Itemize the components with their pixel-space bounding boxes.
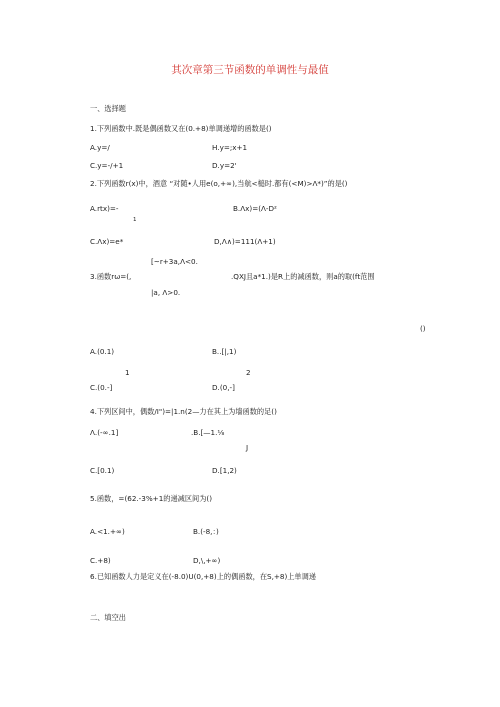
question-4-option-b-subscript: J (246, 443, 249, 452)
question-2-stem: 2.下列函数r(x)中，酒意 “对随•人用e(o,+∞),当航<槌时.都有(<M)>Λ*)”的是() (90, 179, 348, 188)
question-5-option-c: C.+8) (90, 556, 111, 565)
question-3-stem-right: .QXJ且a*1.)是R上的减函数，则a的取(ft范围 (231, 272, 375, 281)
question-3-piece-top: [~r+3a,Λ<0. (151, 257, 198, 266)
section-fill-heading: 二、填空出 (90, 613, 126, 622)
question-2-option-a-subscript: 1 (133, 217, 137, 223)
question-3-stem-left: 3.函数rω=(, (90, 272, 132, 281)
question-4-option-d: D.[1,2) (212, 466, 237, 475)
question-4-option-a: Λ.(-∞.1] (90, 428, 119, 437)
question-1-option-b: H.y=;x+1 (212, 143, 248, 152)
question-3-option-b: B..[|,1) (212, 347, 237, 356)
question-3-fraction-numerator-1: 1 (125, 368, 130, 377)
question-5-option-a: A.<1.+∞) (90, 527, 125, 536)
question-1-option-a: A.y=/ (90, 143, 110, 152)
page-title: 其次章第三节函数的单调性与最值 (171, 64, 329, 76)
question-4-stem: 4.下列区间中，偶数/I")=|1.n(2—力在其上为墙函数的足() (90, 407, 277, 416)
question-3-option-a: A.(0.1) (90, 347, 115, 356)
question-2-option-a: A.rtx)=- (90, 204, 119, 213)
question-4-option-c: C.[0.1) (90, 466, 115, 475)
question-1-option-c: C.y=-/+1 (90, 161, 124, 170)
question-4-option-b: .B.[—1.⅛ (191, 428, 225, 437)
question-3-option-c: C.(0.-] (90, 383, 113, 392)
question-5-option-b: B.(-8,：) (193, 527, 219, 536)
question-5-option-d: D,\,+∞) (193, 556, 221, 565)
question-2-option-d: D,Λ∧)=111(Λ+1) (214, 237, 276, 246)
question-2-option-b: B.Λx)=(Λ-D² (233, 204, 277, 213)
question-5-stem: 5.函数，=(62.-3%+1的递减区间为() (90, 494, 213, 503)
question-2-option-c: C.Λx)=e* (90, 237, 124, 246)
question-3-fraction-numerator-2: 2 (246, 368, 251, 377)
section-choice-heading: 一、选择题 (90, 104, 126, 113)
question-1-option-d: D.y=2' (212, 161, 237, 170)
question-3-option-d: D.(0,-] (212, 383, 235, 392)
question-1-stem: 1.下列函数中.既是偶函数又在(0.+8)单调递增的函数是() (90, 124, 272, 133)
question-3-piece-bottom: |a, Λ>0. (151, 288, 181, 297)
question-6-stem: 6.已知函数人力是定义在(-8.0)U(0,+8)上的偶函数，在S,+8)上单调递 (90, 572, 316, 581)
question-3-answer-paren: () (420, 324, 426, 333)
